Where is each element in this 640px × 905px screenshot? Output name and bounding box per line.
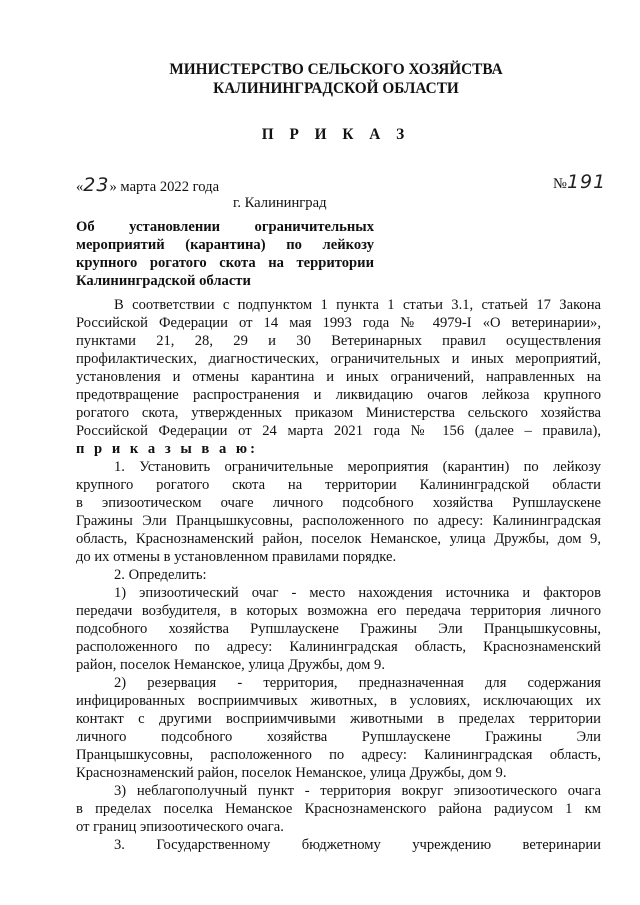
body-line: 2. Определить: — [114, 567, 207, 583]
body-line: рогатого скота, утвержденных приказом Министерства сельского хозяйства — [76, 405, 601, 421]
body-line: пунктами 21, 28, 29 и 30 Ветеринарных правил осуществления — [76, 333, 601, 349]
body-line: профилактических, диагностических, ограничительных и иных мероприятий, — [76, 351, 601, 367]
body-line: 1) эпизоотический очаг - место нахождения источника и факторов — [114, 585, 601, 601]
ministry-line-2: КАЛИНИНГРАДСКОЙ ОБЛАСТИ — [213, 80, 459, 97]
order-subject — [76, 218, 374, 290]
order-number — [553, 173, 606, 193]
date-quote-open: « — [76, 179, 84, 195]
date-quote-close: » — [109, 179, 117, 195]
body-line: район, поселок Неманское, улица Дружбы, дом 9. — [76, 657, 385, 673]
document-type-title: П Р И К А З — [261, 126, 411, 143]
date-month-year: марта 2022 года — [116, 179, 220, 195]
body-line: Краснознаменский район, поселок Неманское, улица Дружбы, дом 9. — [76, 765, 507, 781]
number-sign: № — [553, 176, 567, 192]
body-line: инфицированных восприимчивых животных, в условиях, исключающих их — [76, 693, 601, 709]
body-line: область, Краснознаменский район, поселок Неманское, улица Дружбы, дом 9, — [76, 531, 601, 547]
body-line: от границ эпизоотического очага. — [76, 819, 284, 835]
body-line: Гражины Эли Пранцышкусовны, расположенного по адресу: Калининградская — [76, 513, 601, 529]
body-line: предотвращение распространения и ликвидацию очагов лейкоза крупного — [76, 387, 601, 403]
order-body — [76, 296, 601, 854]
body-line: 2) резервация - территория, предназначенная для содержания — [114, 675, 601, 691]
ministry-header — [0, 60, 640, 98]
order-directive: п р и к а з ы в а ю: — [76, 441, 258, 457]
body-line: в эпизоотическом очаге личного подсобного хозяйства Рупшлаускене — [76, 495, 601, 511]
date-day-handwritten: 23 — [83, 174, 110, 196]
body-line: 1. Установить ограничительные мероприятия (карантин) по лейкозу — [114, 459, 601, 475]
body-line: в пределах поселка Неманское Краснознаменского района радиусом 1 км — [76, 801, 601, 817]
body-line: подсобного хозяйства Рупшлаускене Гражины Эли Пранцышкусовны, — [76, 621, 601, 637]
subject-line: Об установлении ограничительных — [76, 219, 374, 235]
ministry-line-1: МИНИСТЕРСТВО СЕЛЬСКОГО ХОЗЯЙСТВА — [169, 61, 503, 78]
body-line: установления и отмены карантина и иных ограничений, направленных на — [76, 369, 601, 385]
body-line: Российской Федерации от 24 марта 2021 года № 156 (далее – правила), — [76, 423, 601, 439]
subject-line: мероприятий (карантина) по лейкозу — [76, 237, 374, 253]
body-line: передачи возбудителя, в которых возможна его передача территория личного — [76, 603, 601, 619]
body-line: личного подсобного хозяйства Рупшлаускене Гражины Эли — [76, 729, 601, 745]
body-line: Российской Федерации от 14 мая 1993 года № 4979-I «О ветеринарии», — [76, 315, 601, 331]
body-line: расположенного по адресу: Калининградская область, Краснознаменский — [76, 639, 601, 655]
subject-line: крупного рогатого скота на территории — [76, 255, 374, 271]
body-line: Пранцышкусовны, расположенного по адресу: Калининградская область, — [76, 747, 601, 763]
subject-line: Калининградской области — [76, 273, 251, 289]
order-date — [76, 176, 219, 196]
body-line: крупного рогатого скота на территории Калининградской области — [76, 477, 601, 493]
number-handwritten: 191 — [566, 171, 607, 193]
body-line: В соответствии с подпунктом 1 пункта 1 статьи 3.1, статьей 17 Закона — [114, 297, 601, 313]
city: г. Калининград — [233, 195, 327, 211]
body-line: 3) неблагополучный пункт - территория вокруг эпизоотического очага — [114, 783, 601, 799]
body-line: 3. Государственному бюджетному учреждению ветеринарии — [114, 837, 601, 853]
body-line: контакт с другими восприимчивыми животными в пределах территории — [76, 711, 601, 727]
body-line: до их отмены в установленном правилами порядке. — [76, 549, 397, 565]
